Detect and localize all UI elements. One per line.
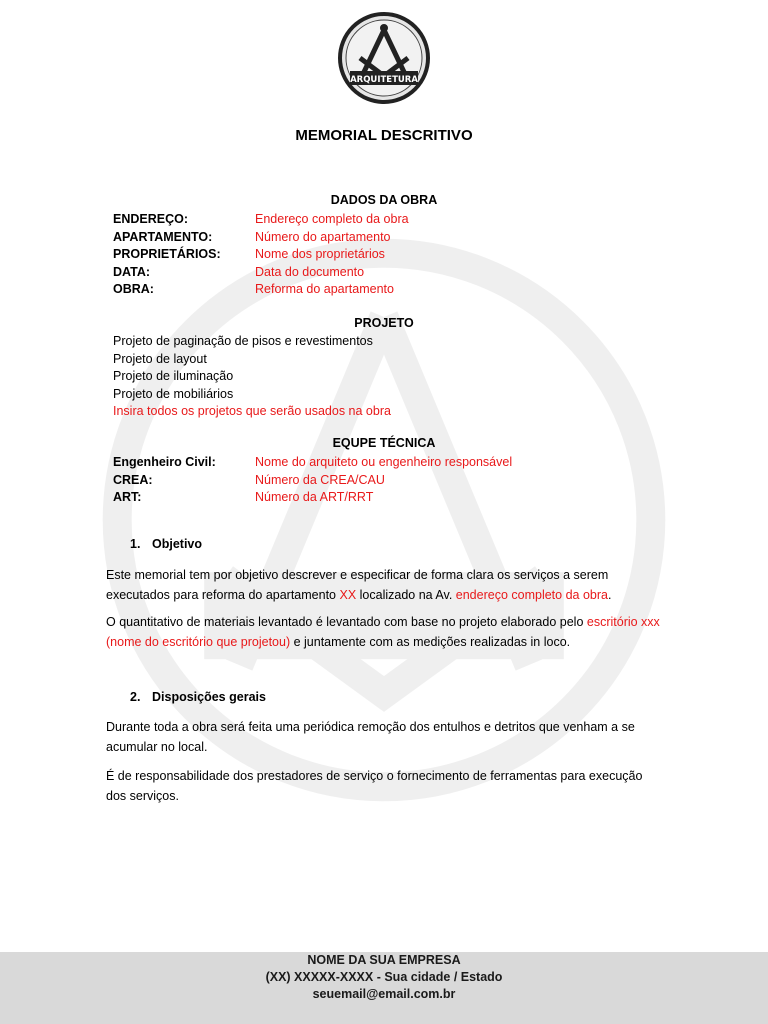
row-label: PROPRIETÁRIOS: xyxy=(113,247,221,261)
row-label: ART: xyxy=(113,490,142,504)
dados-obra-table xyxy=(113,211,409,299)
placeholder-text: endereço completo da obra xyxy=(455,588,608,602)
text-run: Este memorial tem por objetivo descrever e especificar de forma clara os serviços a serem executados para reforma do apartamento xyxy=(106,568,609,602)
list-item: Projeto de paginação de pisos e revestimentos xyxy=(113,334,373,348)
page-title: MEMORIAL DESCRITIVO xyxy=(295,127,473,144)
projeto-hint: Insira todos os projetos que serão usados na obra xyxy=(113,404,391,418)
row-value: Data do documento xyxy=(255,264,365,279)
list-item: Projeto de iluminação xyxy=(113,369,234,383)
svg-text:ARQUITETURA: ARQUITETURA xyxy=(350,75,418,85)
text-run: . xyxy=(607,588,612,602)
section-1-paragraph-2 xyxy=(106,612,666,652)
text-run: e juntamente com as medições realizadas in loco. xyxy=(290,635,571,649)
section-1-heading xyxy=(130,537,202,551)
equipe-table xyxy=(113,454,512,507)
footer-company: NOME DA SUA EMPRESA xyxy=(307,953,461,967)
row-label: Engenheiro Civil: xyxy=(113,455,216,469)
section-title: Objetivo xyxy=(152,537,203,551)
list-item: Projeto de mobiliários xyxy=(113,386,234,401)
text-run: O quantitativo de materiais levantado é levantado com base no projeto elaborado pelo xyxy=(106,615,587,629)
section-2-paragraph-1: Durante toda a obra será feita uma periódica remoção dos entulhos e detritos que venham a se acumular no local. xyxy=(106,720,635,754)
placeholder-text: XX xyxy=(339,588,357,602)
dados-row xyxy=(113,211,409,229)
page-footer xyxy=(0,952,768,1024)
placeholder-text: escritório xxx (nome do escritório que projetou) xyxy=(106,615,660,649)
company-logo xyxy=(334,12,434,104)
equipe-row xyxy=(113,489,512,507)
row-value: Nome do arquiteto ou engenheiro responsável xyxy=(255,455,513,469)
footer-contact: (XX) XXXXX-XXXX - Sua cidade / Estado xyxy=(265,970,503,984)
row-value: Número da CREA/CAU xyxy=(255,472,385,487)
row-label: ENDEREÇO: xyxy=(113,212,189,226)
section-title: Disposições gerais xyxy=(152,690,266,704)
row-value: Número do apartamento xyxy=(255,229,391,244)
row-value: Nome dos proprietários xyxy=(255,247,385,261)
equipe-row xyxy=(113,472,512,490)
footer-email: seuemail@email.com.br xyxy=(312,987,456,1001)
row-label: DATA: xyxy=(113,264,151,279)
row-label: APARTAMENTO: xyxy=(113,229,213,244)
projeto-list xyxy=(113,333,391,421)
dados-row xyxy=(113,246,409,264)
section-2-heading xyxy=(130,690,266,704)
list-item: Projeto de layout xyxy=(113,351,207,366)
row-value: Número da ART/RRT xyxy=(255,490,374,504)
section-1-paragraph-1 xyxy=(106,565,666,605)
section-2-paragraph-2: É de responsabilidade dos prestadores de serviço o fornecimento de ferramentas para execução dos serviços. xyxy=(106,769,643,803)
text-run: localizado na Av. xyxy=(356,588,456,602)
dados-obra-heading: DADOS DA OBRA xyxy=(330,193,438,207)
section-number: 2. xyxy=(130,690,141,704)
dados-row xyxy=(113,264,409,282)
equipe-row xyxy=(113,454,512,472)
row-label: OBRA: xyxy=(113,282,154,296)
row-value: Endereço completo da obra xyxy=(255,212,409,226)
row-label: CREA: xyxy=(113,472,153,487)
dados-row xyxy=(113,281,409,299)
projeto-heading: PROJETO xyxy=(354,316,414,330)
dados-row xyxy=(113,229,409,247)
row-value: Reforma do apartamento xyxy=(255,282,394,296)
equipe-heading: EQUPE TÉCNICA xyxy=(332,436,436,450)
section-number: 1. xyxy=(130,537,141,551)
